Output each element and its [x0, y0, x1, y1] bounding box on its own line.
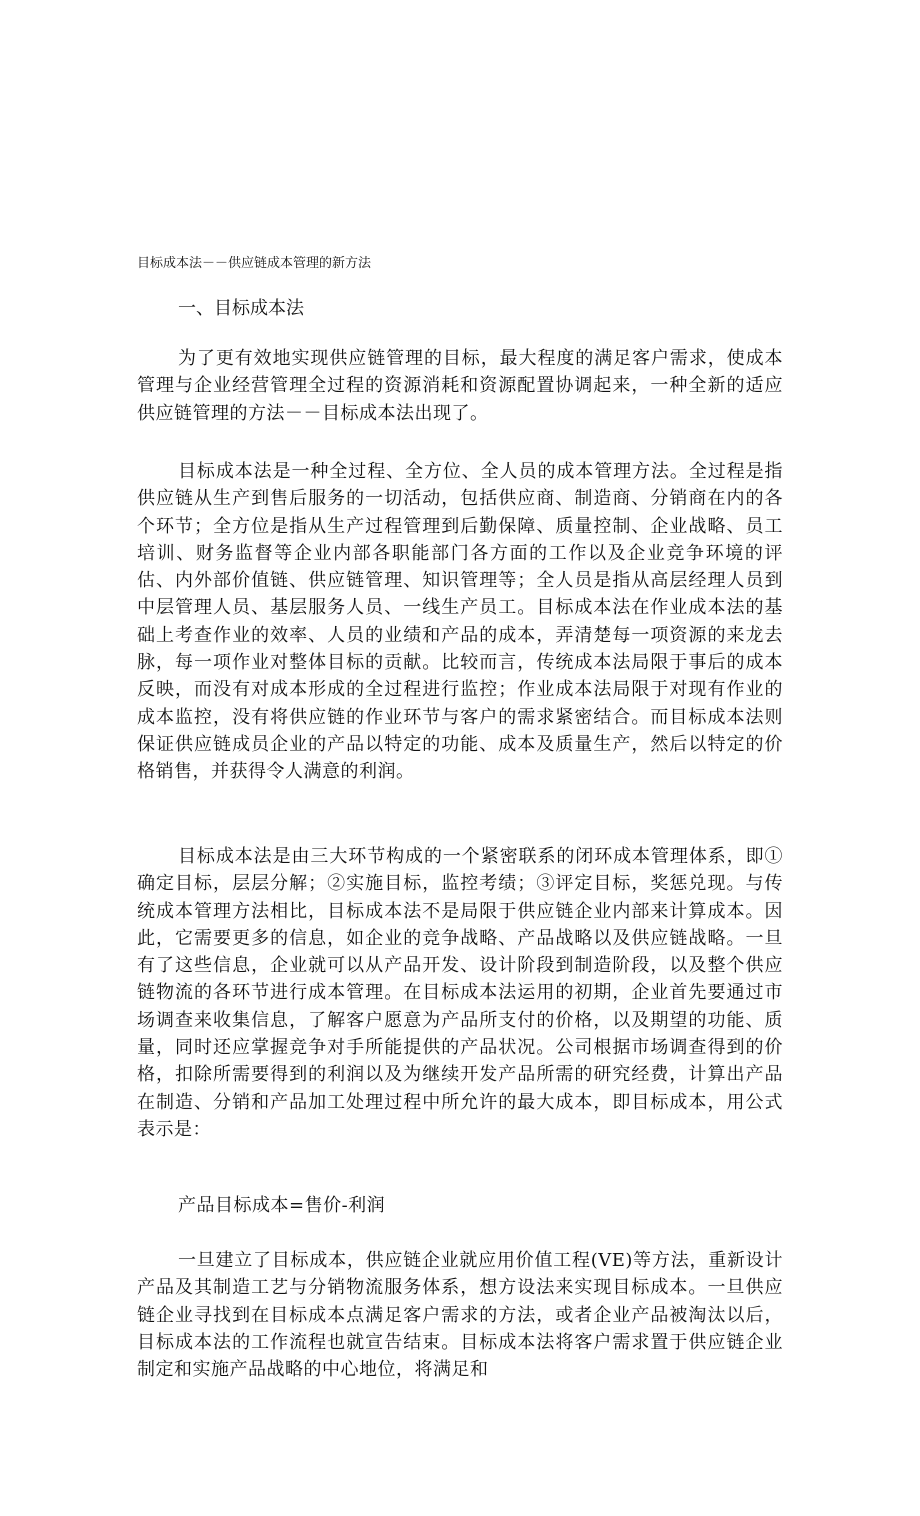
paragraph-intro: 为了更有效地实现供应链管理的目标，最大程度的满足客户需求，使成本管理与企业经营管理全过程的资源消耗和资源配置协调起来，一种全新的适应供应链管理的方法－－目标成本法出现了。 — [137, 348, 783, 424]
paragraph-implementation: 一旦建立了目标成本，供应链企业就应用价值工程(VE)等方法，重新设计产品及其制造工艺与分销物流服务体系，想方设法来实现目标成本。一旦供应链企业寻找到在目标成本点满足客户需求的方法，或者企业产品被淘汰以后，目标成本法的工作流程也就宣告结束。目标成本法将客户需求置于供应链企业制定和实施产品战略的中心地位，将满足和 — [137, 1250, 783, 1381]
paragraph-process: 目标成本法是由三大环节构成的一个紧密联系的闭环成本管理体系，即①确定目标，层层分解；②实施目标，监控考绩；③评定目标，奖惩兑现。与传统成本管理方法相比，目标成本法不是局限于供应链企业内部来计算成本。因此，它需要更多的信息，如企业的竞争战略、产品战略以及供应链战略。一旦有了这些信息，企业就可以从产品开发、设计阶段到制造阶段，以及整个供应链物流的各环节进行成本管理。在目标成本法运用的初期，企业首先要通过市场调查来收集信息，了解客户愿意为产品所支付的价格，以及期望的功能、质量，同时还应掌握竞争对手所能提供的产品状况。公司根据市场调查得到的价格，扣除所需要得到的利润以及为继续开发产品所需的研究经费，计算出产品在制造、分销和产品加工处理过程中所允许的最大成本，即目标成本，用公式表示是： — [137, 846, 783, 1140]
section-heading: 一、目标成本法 — [178, 298, 304, 319]
formula-line: 产品目标成本=售价-利润 — [178, 1195, 386, 1216]
document-title: 目标成本法－－供应链成本管理的新方法 — [137, 256, 372, 271]
paragraph-definition: 目标成本法是一种全过程、全方位、全人员的成本管理方法。全过程是指供应链从生产到售后服务的一切活动，包括供应商、制造商、分销商在内的各个环节；全方位是指从生产过程管理到后勤保障、质量控制、企业战略、员工培训、财务监督等企业内部各职能部门各方面的工作以及企业竞争环境的评估、内外部价值链、供应链管理、知识管理等；全人员是指从高层经理人员到中层管理人员、基层服务人员、一线生产员工。目标成本法在作业成本法的基础上考查作业的效率、人员的业绩和产品的成本，弄清楚每一项资源的来龙去脉，每一项作业对整体目标的贡献。比较而言，传统成本法局限于事后的成本反映，而没有对成本形成的全过程进行监控；作业成本法局限于对现有作业的成本监控，没有将供应链的作业环节与客户的需求紧密结合。而目标成本法则保证供应链成员企业的产品以特定的功能、成本及质量生产，然后以特定的价格销售，并获得令人满意的利润。 — [137, 461, 783, 783]
